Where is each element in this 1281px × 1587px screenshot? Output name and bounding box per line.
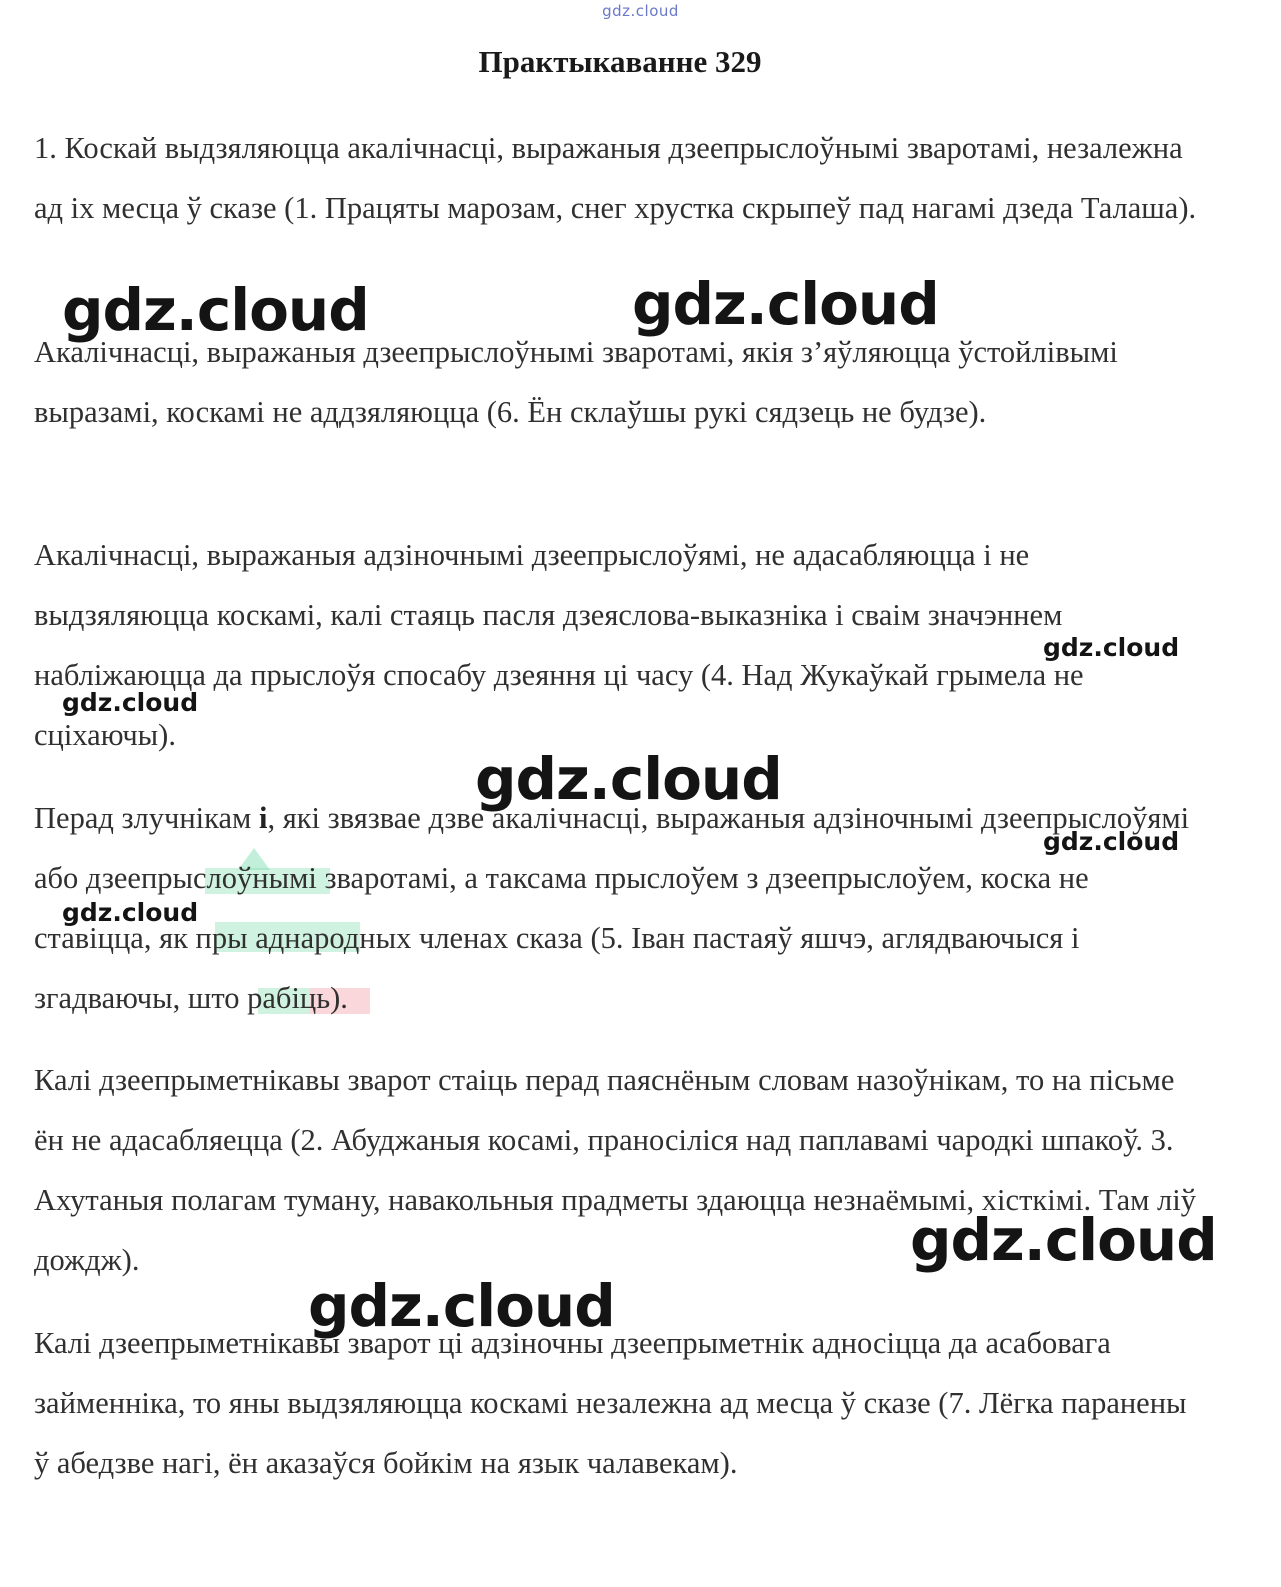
paragraph-4 xyxy=(34,788,1204,1028)
paragraph-4-after: , які звязвае дзве акалічнасці, выражаныя адзіночнымі дзеепрыслоўямі або дзеепрыслоўнымі зваротамі, а таксама прыслоўем з дзеепрыслоўем, коска не ставіцца, як пры аднародных членах сказа (5. Іван пастаяў яшчэ, аглядваючыся і згадваючы, што рабіць). xyxy=(34,801,1190,1015)
watermark: gdz.cloud xyxy=(632,270,939,338)
watermark: gdz.cloud xyxy=(62,898,199,927)
watermark: gdz.cloud xyxy=(308,1272,615,1340)
watermark: gdz.cloud xyxy=(910,1206,1217,1274)
paragraph-4-before: Перад злучнікам xyxy=(34,801,259,835)
page-title: Практыкаванне 329 xyxy=(478,44,762,79)
paragraph-5: Калі дзеепрыметнікавы зварот стаіць перад паяснёным словам назоўнікам, то на пісьме ён не адасабляецца (2. Абуджаныя косамі, праносіліся над паплавамі чародкі шпакоў. 3. Ахутаныя полагам туману, навакольныя прадметы здаюцца незнаёмымі, хісткімі. Там ліў дождж). xyxy=(34,1063,1196,1277)
watermark: gdz.cloud xyxy=(1043,633,1180,662)
paragraph-3: Акалічнасці, выражаныя адзіночнымі дзеепрыслоўямі, не адасабляюцца і не выдзяляюцца коскамі, калі стаяць пасля дзеяслова-выказніка і сваім значэннем набліжаюцца да прыслоўя спосабу дзеяння ці часу (4. Над Жукаўкай грымела не сціхаючы). xyxy=(34,538,1084,752)
paragraph-2: Акалічнасці, выражаныя дзеепрыслоўнымі зваротамі, якія з’яўляюцца ўстойлівымі выразамі, коскамі не аддзяляюцца (6. Ён склаўшы рукі сядзець не будзе). xyxy=(34,335,1118,429)
watermark: gdz.cloud xyxy=(475,745,782,813)
paragraph-6: Калі дзеепрыметнікавы зварот ці адзіночны дзеепрыметнік адносіцца да асабовага займенніка, то яны выдзяляюцца коскамі незалежна ад месца ў сказе (7. Лёгка паранены ў абедзве нагі, ён аказаўся бойкім на язык чалавекам). xyxy=(34,1326,1187,1480)
paragraph-1: 1. Коскай выдзяляюцца акалічнасці, выражаныя дзеепрыслоўнымі зваротамі, незалежна ад іх месца ў сказе (1. Працяты марозам, снег хрустка скрыпеў пад нагамі дзеда Талаша). xyxy=(34,131,1197,225)
conjunction-i: і xyxy=(258,801,268,835)
watermark: gdz.cloud xyxy=(62,276,369,344)
top-watermark: gdz.cloud xyxy=(602,2,679,20)
watermark: gdz.cloud xyxy=(1043,827,1180,856)
watermark: gdz.cloud xyxy=(62,688,199,717)
